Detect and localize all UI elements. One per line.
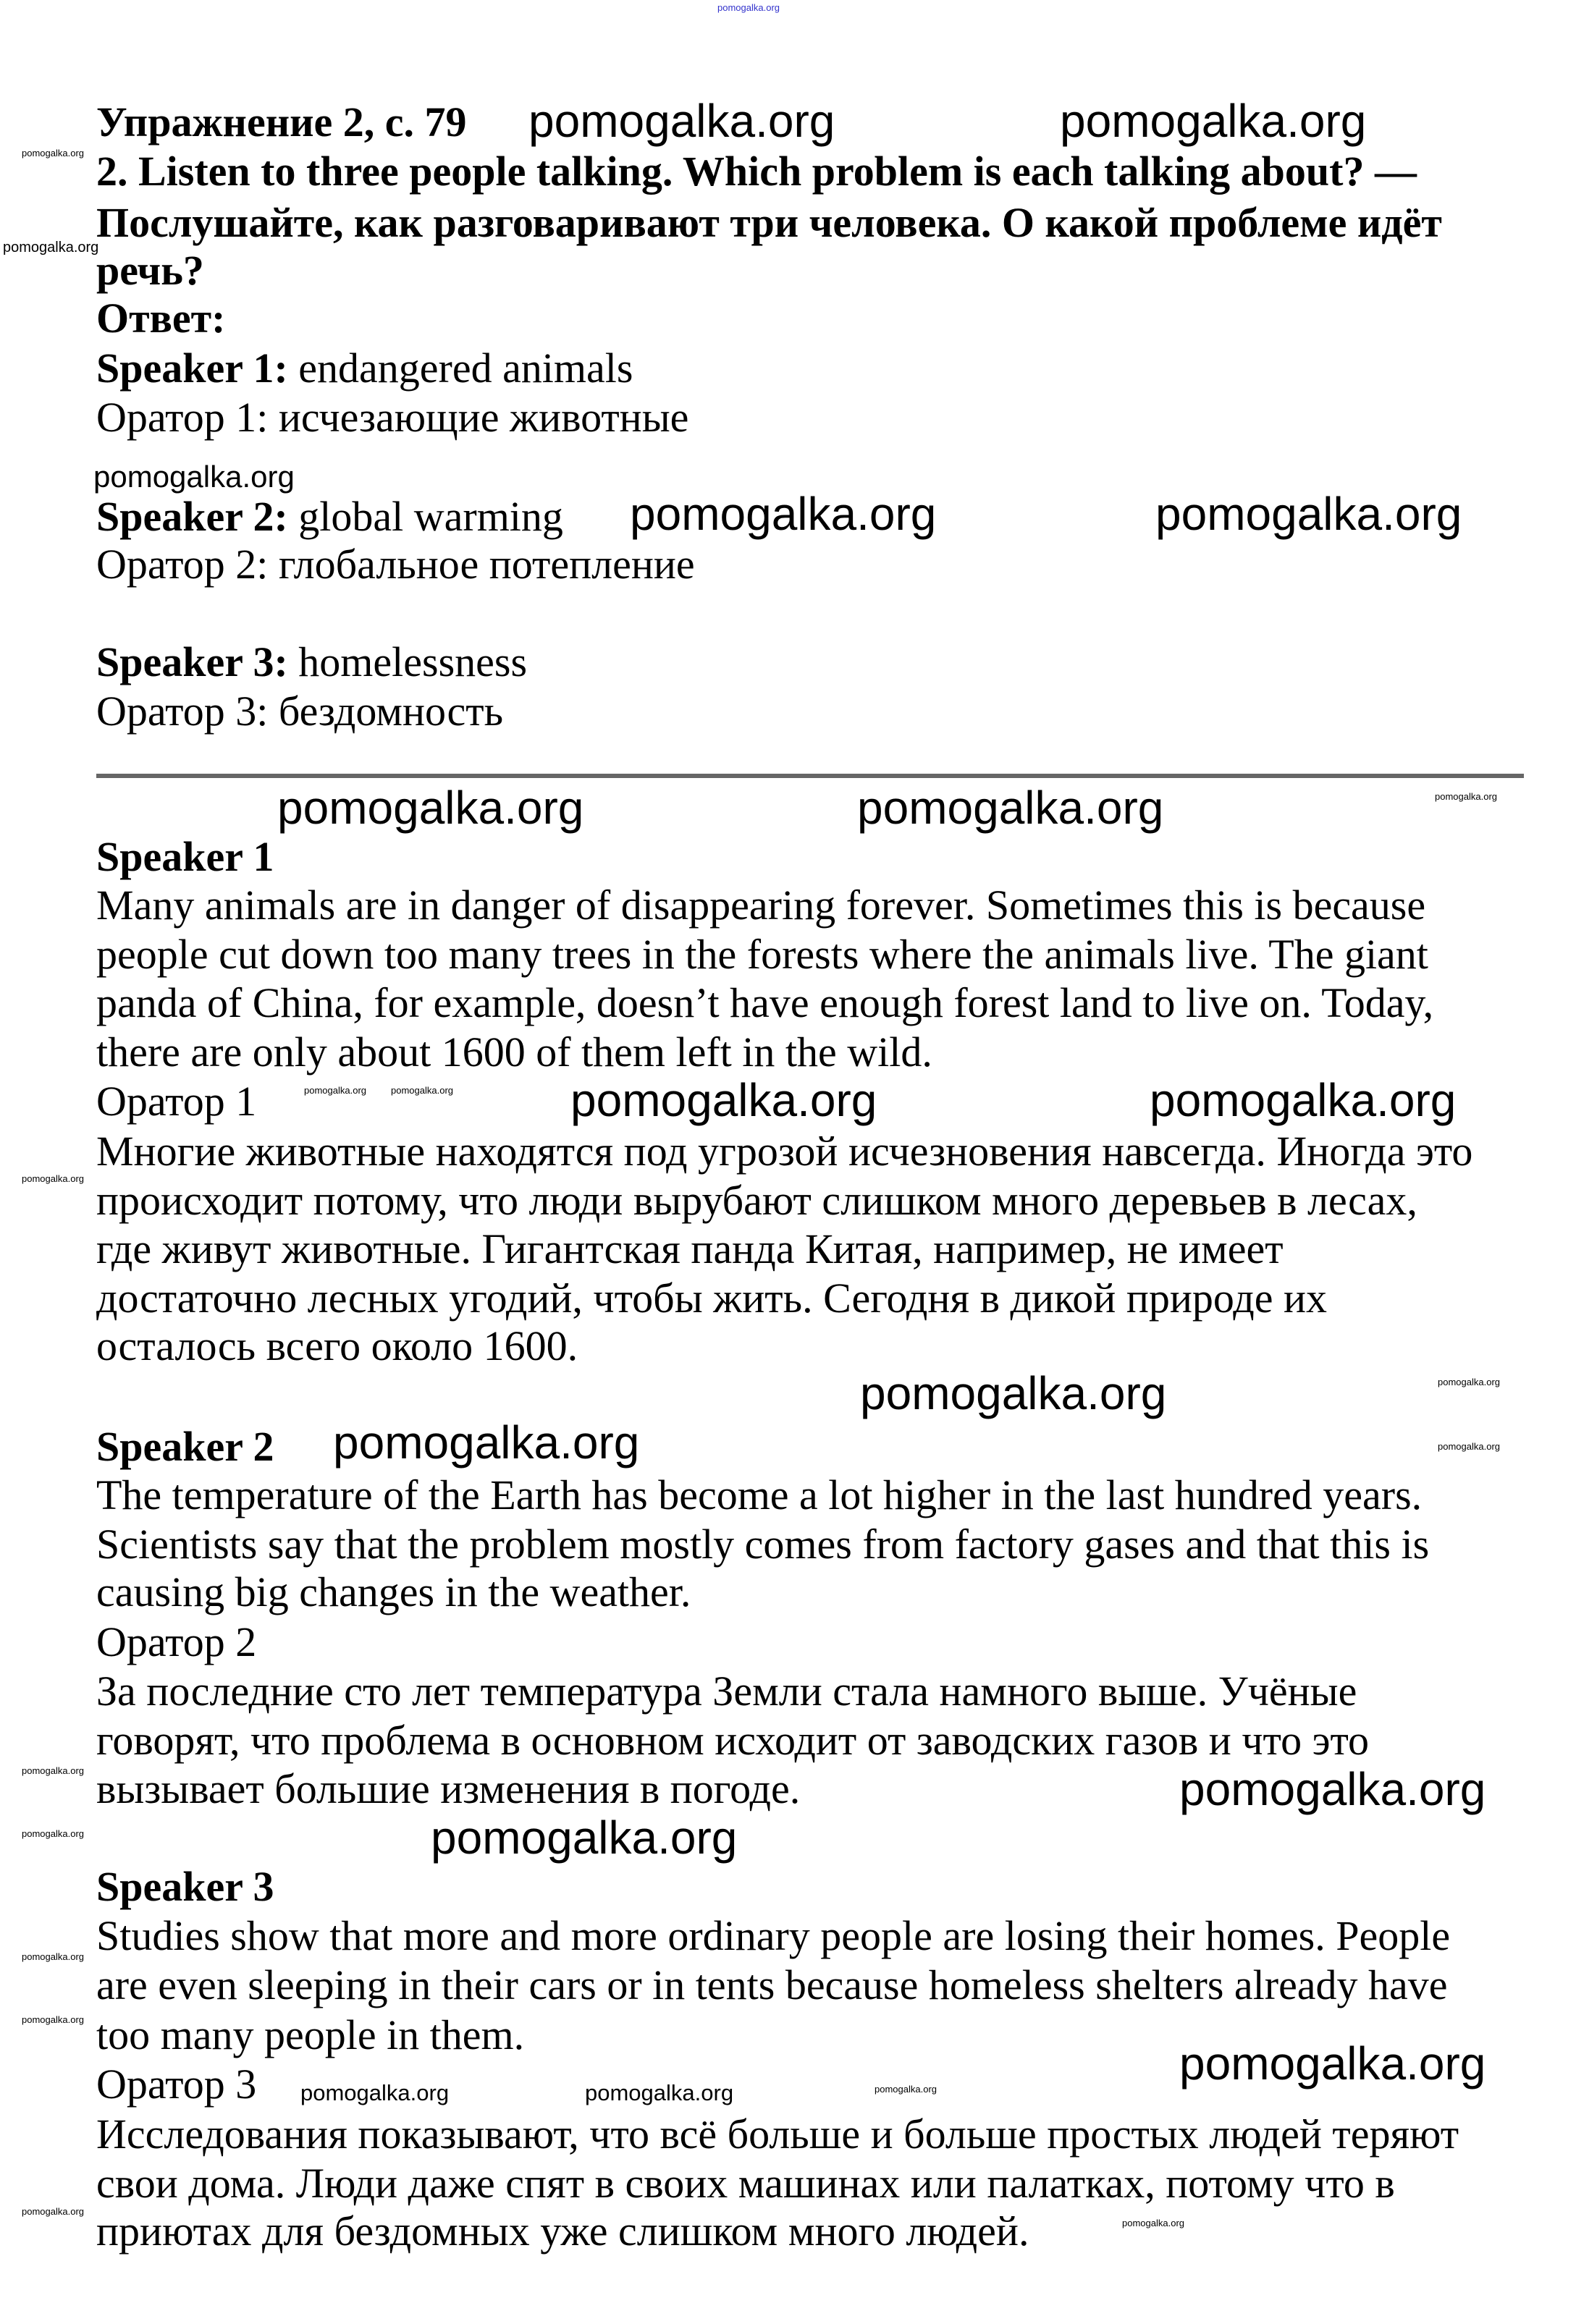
translation-line: вызывает большие изменения в погоде. (96, 1765, 801, 1812)
answer-text: endangered animals (287, 345, 633, 392)
translation-line: Многие животные находятся под угрозой исчезновения навсегда. Иногда это (96, 1128, 1473, 1175)
watermark: pomogalka.org (300, 2080, 450, 2105)
watermark: pomogalka.org (22, 1828, 84, 1839)
answer-label: Speaker 3: (96, 638, 288, 685)
watermark: pomogalka.org (1435, 791, 1497, 802)
orator-2-heading: Оратор 2 (96, 1618, 257, 1665)
answer-orator-1: Оратор 1: исчезающие животные (96, 394, 689, 441)
translation-line: где живут животные. Гигантская панда Китая, например, не имеет (96, 1225, 1284, 1272)
watermark: pomogalka.org (1438, 1441, 1500, 1452)
transcript-line: Many animals are in danger of disappearing forever. Sometimes this is because (96, 882, 1426, 929)
translation-line: осталось всего около 1600. (96, 1322, 578, 1369)
transcript-line: The temperature of the Earth has become a lot higher in the last hundred years. (96, 1471, 1423, 1518)
answer-speaker-2 (96, 492, 563, 541)
translation-line: За последние сто лет температура Земли стала намного выше. Учёные (96, 1668, 1357, 1715)
answer-orator-2: Оратор 2: глобальное потепление (96, 541, 695, 588)
watermark: pomogalka.org (333, 1416, 640, 1469)
watermark: pomogalka.org (3, 240, 99, 255)
answer-label: Speaker 1: (96, 345, 288, 392)
transcript-line: causing big changes in the weather. (96, 1568, 691, 1615)
watermark: pomogalka.org (1150, 1074, 1457, 1126)
watermark: pomogalka.org (1155, 488, 1462, 540)
translation-line: происходит потому, что люди вырубают слишком много деревьев в лесах, (96, 1177, 1417, 1224)
transcript-line: there are only about 1600 of them left in the wild. (96, 1028, 932, 1076)
watermark: pomogalka.org (528, 95, 835, 147)
transcript-line: Scientists say that the problem mostly comes from factory gases and that this is (96, 1521, 1430, 1568)
watermark: pomogalka.org (391, 1085, 453, 1096)
watermark: pomogalka.org (860, 1367, 1167, 1419)
speaker-1-heading: Speaker 1 (96, 833, 274, 880)
speaker-2-heading: Speaker 2 (96, 1423, 274, 1470)
answer-text: homelessness (287, 638, 528, 685)
watermark: pomogalka.org (875, 2084, 937, 2095)
transcript-line: Studies show that more and more ordinary people are losing their homes. People (96, 1912, 1451, 1959)
watermark: pomogalka.org (22, 1765, 84, 1776)
watermark: pomogalka.org (93, 460, 295, 494)
watermark: pomogalka.org (630, 488, 937, 540)
watermark: pomogalka.org (1438, 1377, 1500, 1387)
answer-speaker-3 (96, 638, 527, 687)
translation-line: свои дома. Люди даже спят в своих машинах или палатках, потому что в (96, 2160, 1395, 2207)
watermark: pomogalka.org (857, 782, 1164, 834)
answer-label: Ответ: (96, 295, 226, 342)
watermark: pomogalka.org (585, 2080, 734, 2105)
task-russian-line2: речь? (96, 247, 204, 294)
translation-line: достаточно лесных угодий, чтобы жить. Сегодня в дикой природе их (96, 1275, 1328, 1322)
transcript-line: are even sleeping in their cars or in tents because homeless shelters already have (96, 1961, 1448, 2008)
watermark: pomogalka.org (1122, 2218, 1184, 2228)
translation-line: Исследования показывают, что всё больше и больше простых людей теряют (96, 2110, 1459, 2158)
watermark: pomogalka.org (22, 1173, 84, 1184)
divider (96, 774, 1524, 778)
watermark: pomogalka.org (1179, 2037, 1486, 2090)
watermark: pomogalka.org (570, 1074, 877, 1126)
translation-line: приютах для бездомных уже слишком много людей. (96, 2207, 1029, 2255)
watermark: pomogalka.org (22, 1951, 84, 1962)
watermark: pomogalka.org (431, 1812, 738, 1864)
transcript-line: too many people in them. (96, 2011, 525, 2058)
task-english: 2. Listen to three people talking. Which problem is each talking about? — (96, 148, 1417, 195)
orator-1-heading: Оратор 1 (96, 1078, 257, 1125)
watermark: pomogalka.org (277, 782, 584, 834)
watermark: pomogalka.org (1060, 95, 1367, 147)
watermark: pomogalka.org (717, 2, 780, 13)
watermark: pomogalka.org (22, 2014, 84, 2025)
orator-3-heading: Оратор 3 (96, 2061, 257, 2108)
translation-line: говорят, что проблема в основном исходит от заводских газов и что это (96, 1717, 1370, 1764)
exercise-title: Упражнение 2, с. 79 (96, 98, 467, 145)
answer-text: global warming (287, 493, 563, 540)
answer-label: Speaker 2: (96, 493, 288, 540)
speaker-3-heading: Speaker 3 (96, 1863, 274, 1910)
watermark: pomogalka.org (22, 2206, 84, 2217)
watermark: pomogalka.org (1179, 1763, 1486, 1815)
transcript-line: panda of China, for example, doesn’t have enough forest land to live on. Today, (96, 979, 1434, 1026)
task-russian-line1: Послушайте, как разговаривают три человека. О какой проблеме идёт (96, 199, 1442, 246)
answer-speaker-1 (96, 344, 633, 393)
watermark: pomogalka.org (304, 1085, 366, 1096)
answer-orator-3: Оратор 3: бездомность (96, 688, 504, 735)
watermark: pomogalka.org (22, 148, 84, 159)
transcript-line: people cut down too many trees in the forests where the animals live. The giant (96, 931, 1428, 978)
